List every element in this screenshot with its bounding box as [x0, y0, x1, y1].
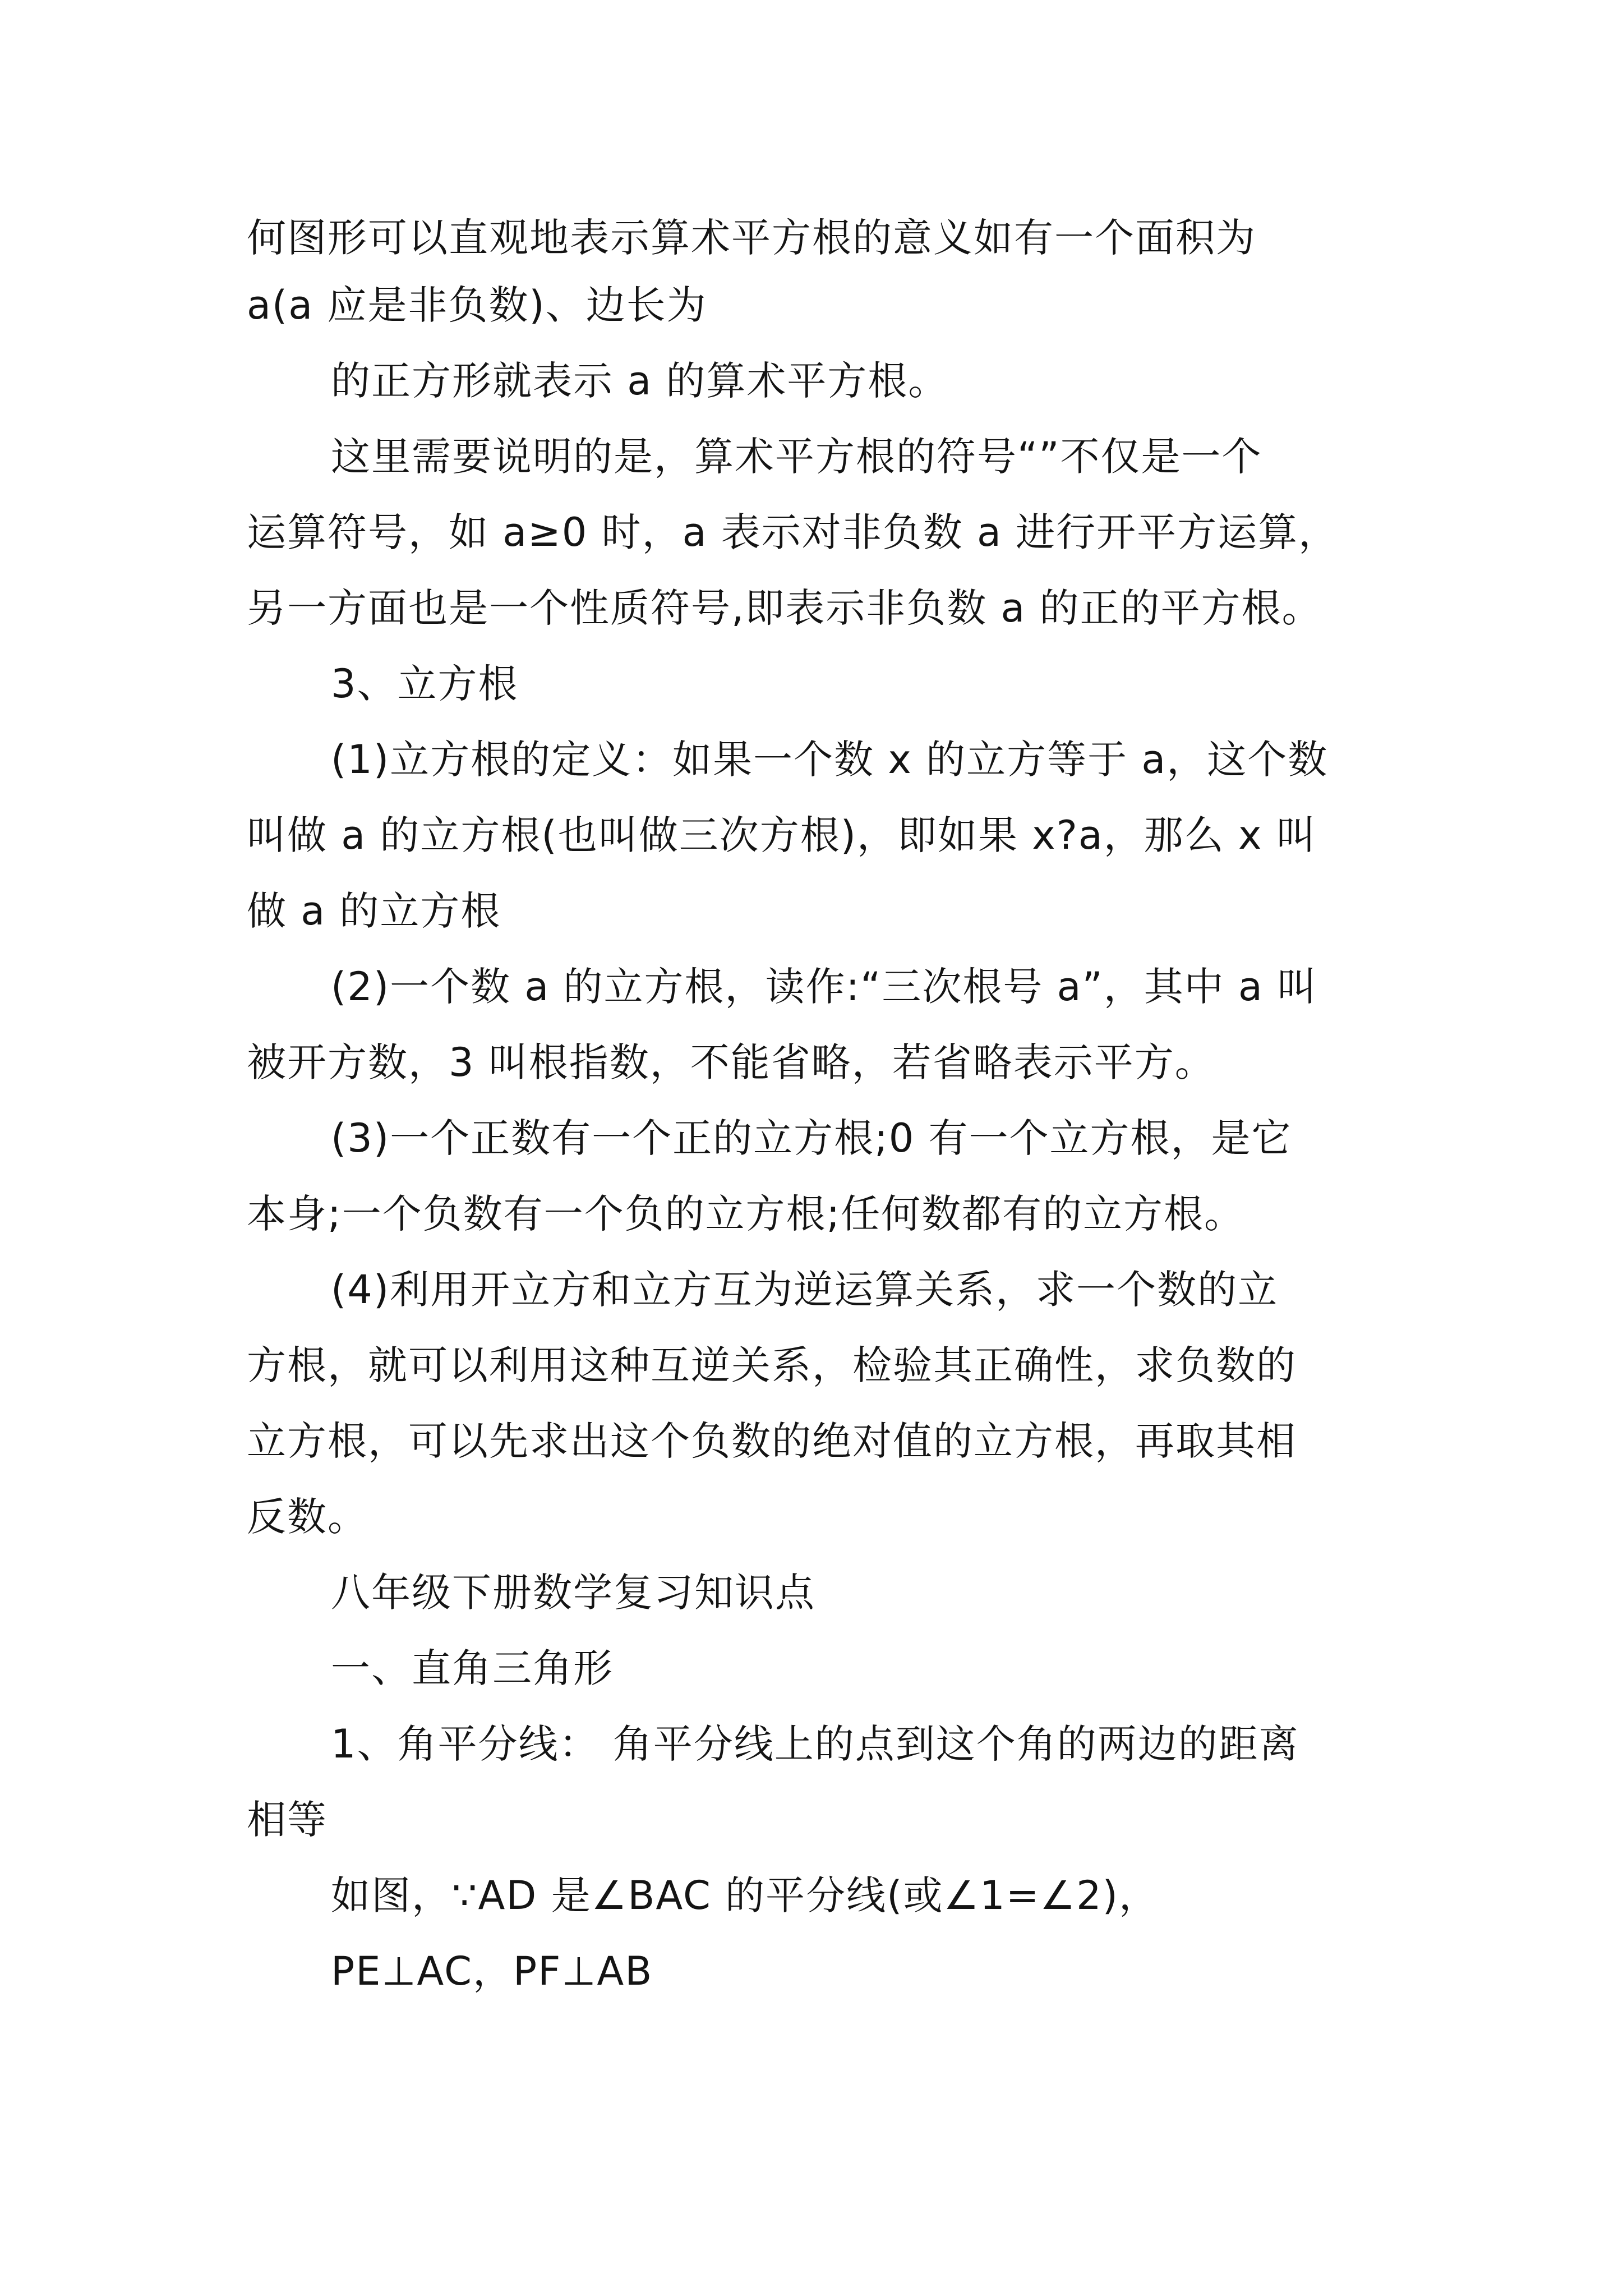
text-line: 何图形可以直观地表示算术平方根的意义如有一个面积为: [247, 215, 1256, 261]
text-line: 如图，∵AD 是∠BAC 的平分线(或∠1=∠2)，: [331, 1872, 1159, 1918]
section-heading: 3、立方根: [331, 661, 519, 707]
text-line: 的正方形就表示 a 的算术平方根。: [331, 358, 949, 404]
text-line: (2)一个数 a 的立方根，读作:“三次根号 a”，其中 a 叫: [331, 964, 1318, 1010]
document-body: [247, 209, 1391, 2009]
text-line: (4)利用开立方和立方互为逆运算关系，求一个数的立: [331, 1267, 1279, 1313]
text-line: 本身;一个负数有一个负的立方根;任何数都有的立方根。: [247, 1191, 1245, 1237]
text-line: 立方根，可以先求出这个负数的绝对值的立方根，再取其相: [247, 1418, 1297, 1464]
text-line: 另一方面也是一个性质符号,即表示非负数 a 的正的平方根。: [247, 585, 1322, 631]
section-heading: 一、直角三角形: [331, 1645, 614, 1691]
text-line: 这里需要说明的是，算术平方根的符号“”不仅是一个: [331, 434, 1262, 480]
text-line: 叫做 a 的立方根(也叫做三次方根)，即如果 x?a，那么 x 叫: [247, 812, 1317, 858]
section-heading: 八年级下册数学复习知识点: [331, 1570, 815, 1616]
text-line: PE⊥AC，PF⊥AB: [331, 1948, 653, 1994]
text-line: 1、角平分线： 角平分线上的点到这个角的两边的距离: [331, 1721, 1299, 1767]
text-line: 相等: [247, 1797, 328, 1843]
text-line: 运算符号，如 a≥0 时，a 表示对非负数 a 进行开平方运算，: [247, 509, 1339, 555]
text-line: 做 a 的立方根: [247, 888, 501, 934]
text-line: 方根，就可以利用这种互逆关系，检验其正确性，求负数的: [247, 1342, 1297, 1388]
text-line: (3)一个正数有一个正的立方根;0 有一个立方根，是它: [331, 1115, 1292, 1161]
text-line: 反数。: [247, 1494, 368, 1540]
text-line: a(a 应是非负数)、边长为: [247, 282, 707, 328]
text-line: (1)立方根的定义：如果一个数 x 的立方等于 a，这个数: [331, 737, 1329, 783]
text-line: 被开方数，3 叫根指数，不能省略，若省略表示平方。: [247, 1039, 1215, 1085]
